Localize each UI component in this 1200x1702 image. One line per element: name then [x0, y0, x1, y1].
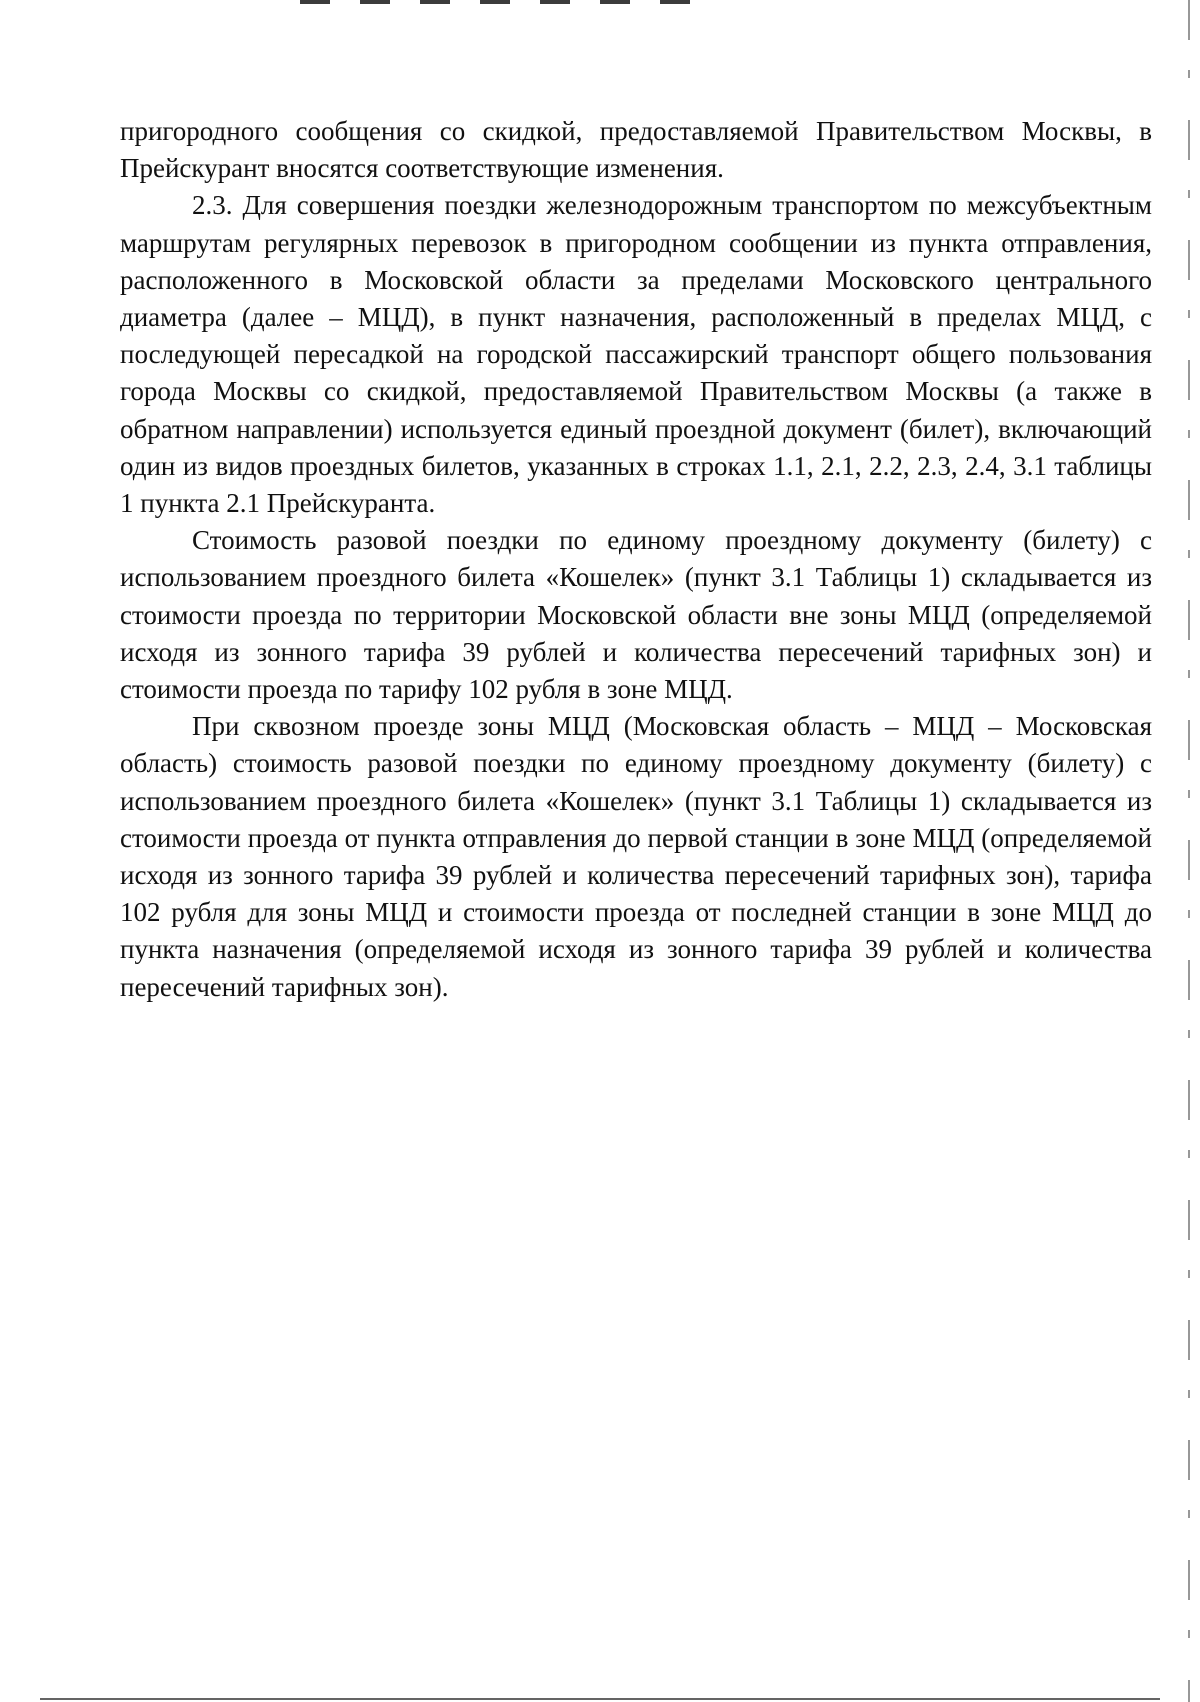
paragraph-continuation: пригородного сообщения со скидкой, предоставляемой Правительством Москвы, в Прейскурант вносятся соответствующие изменения.: [120, 116, 1152, 184]
scan-artifact-bottom: [40, 1698, 1160, 1700]
paragraph-through-travel: При сквозном проезде зоны МЦД (Московская область – МЦД – Московская область) стоимость разовой поездки по единому проездному документу (билету) с использованием проездного билета «Кошелек» (пункт 3.1 Таблицы 1) складывается из стоимости проезда от пункта отправления до первой станции в зоне МЦД (определяемой исходя из зонного тарифа 39 рублей и количества пересечений тарифных зон), тарифа 102 рубля для зоны МЦД и стоимости проезда от последней станции в зоне МЦД до пункта назначения (определяемой исходя из зонного тарифа 39 рублей и количества пересечений тарифных зон).: [120, 711, 1152, 1002]
scan-artifact-top: [300, 0, 720, 4]
paragraph-cost-single-trip: Стоимость разовой поездки по единому проездному документу (билету) с использованием проездного билета «Кошелек» (пункт 3.1 Таблицы 1) складывается из стоимости проезда по территории Московской области вне зоны МЦД (определяемой исходя из зонного тарифа 39 рублей и количества пересечений тарифных зон) и стоимости проезда по тарифу 102 рубля в зоне МЦД.: [120, 525, 1152, 705]
paragraph-2-3: 2.3. Для совершения поездки железнодорожным транспортом по межсубъектным маршрутам регулярных перевозок в пригородном сообщении из пункта отправления, расположенного в Московской области за пределами Московского центрального диаметра (далее – МЦД), в пункт назначения, расположенный в пределах МЦД, с последующей пересадкой на городской пассажирский транспорт общего пользования города Москвы со скидкой, предоставляемой Правительством Москвы (а также в обратном направлении) используется единый проездной документ (билет), включающий один из видов проездных билетов, указанных в строках 1.1, 2.1, 2.2, 2.3, 2.4, 3.1 таблицы 1 пункта 2.1 Прейскуранта.: [120, 190, 1152, 519]
document-body: [120, 113, 1152, 1006]
scan-artifact-right-edge: [1188, 0, 1190, 1702]
